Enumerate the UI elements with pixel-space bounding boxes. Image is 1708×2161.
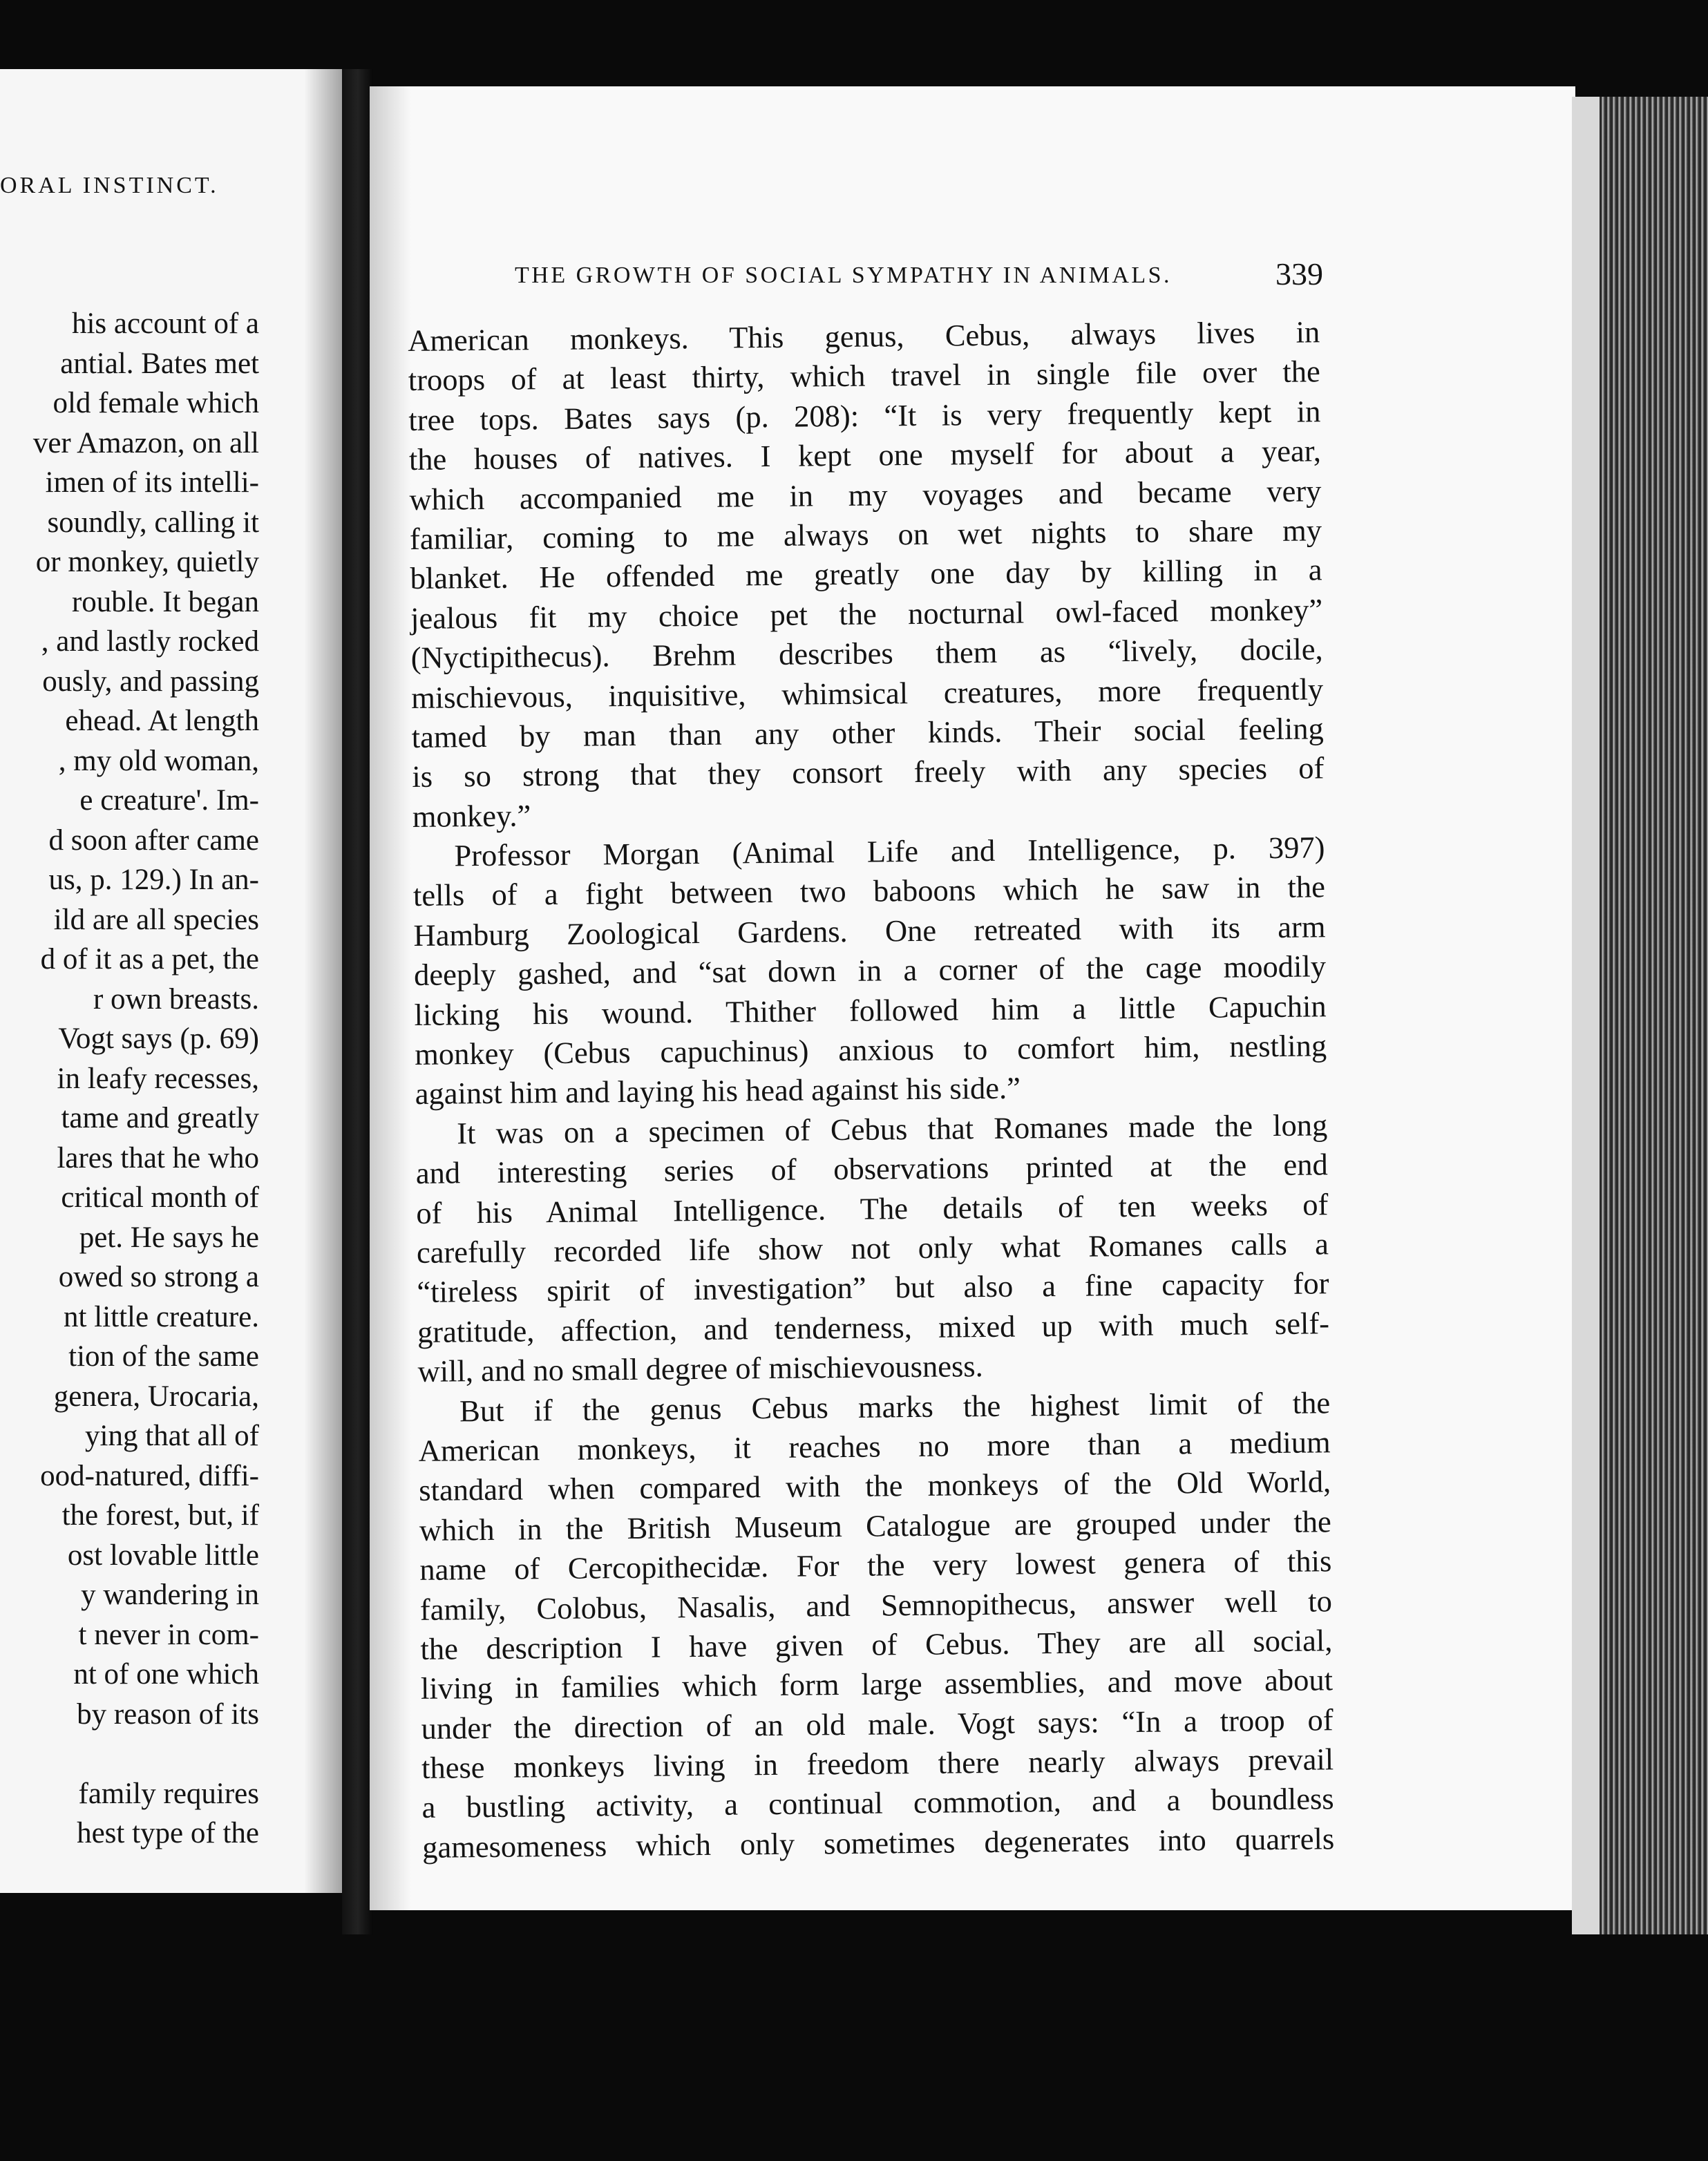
left-text-line: in leafy recesses, xyxy=(57,1062,259,1095)
left-text-line: critical month of xyxy=(61,1181,259,1214)
text-line: under the direction of an old male. Vogt says: “In a troop of xyxy=(421,1702,1334,1746)
book-gutter xyxy=(342,69,373,1934)
left-running-head-text: ORAL INSTINCT. xyxy=(0,173,219,198)
text-line: is so strong that they consort freely with any species of xyxy=(412,750,1325,794)
text-line: Professor Morgan (Animal Life and Intelligence, p. 397) xyxy=(454,830,1325,873)
text-line: tamed by man than any other kinds. Their social feeling xyxy=(411,711,1324,754)
text-line: American monkeys. This genus, Cebus, always lives in xyxy=(408,314,1320,358)
left-text-line: by reason of its xyxy=(77,1697,259,1731)
body-text xyxy=(408,312,1334,1867)
left-text-line: ost lovable little xyxy=(67,1539,259,1572)
left-text-line: his account of a xyxy=(71,307,259,340)
left-text-line: ying that all of xyxy=(85,1420,259,1452)
text-line: which accompanied me in my voyages and became very xyxy=(409,473,1322,517)
running-head-title: THE GROWTH OF SOCIAL SYMPATHY IN ANIMALS. xyxy=(515,263,1173,288)
text-line: mischievous, inquisitive, whimsical creatures, more frequently xyxy=(410,671,1324,715)
text-line: troops of at least thirty, which travel in single file over the xyxy=(408,354,1320,398)
left-text-line: soundly, calling it xyxy=(47,506,259,539)
text-line: tells of a fight between two baboons which he saw in the xyxy=(412,869,1326,913)
text-line: against him and laying his head against his side.” xyxy=(415,1070,1021,1112)
left-text-line: ously, and passing xyxy=(42,665,259,698)
left-text-line: ood-natured, diffi- xyxy=(40,1459,259,1492)
text-line: monkey (Cebus capuchinus) anxious to comfort him, nestling xyxy=(414,1028,1327,1072)
left-text-line: nt of one which xyxy=(73,1658,259,1691)
left-text-line xyxy=(0,1734,345,1774)
text-line: But if the genus Cebus marks the highest limit of the xyxy=(459,1384,1331,1428)
text-line: a bustling activity, a continual commotion, and a boundless xyxy=(421,1781,1334,1825)
left-text-line: ehead. At length xyxy=(65,705,259,737)
text-line: of his Animal Intelligence. The details of ten weeks of xyxy=(416,1186,1329,1230)
left-text-line: rouble. It began xyxy=(71,585,259,618)
left-text-line: the forest, but, if xyxy=(61,1499,259,1532)
left-text-line: Vogt says (p. 69) xyxy=(58,1022,259,1055)
left-text-line: pet. He says he xyxy=(79,1221,259,1254)
left-text-line: , my old woman, xyxy=(58,744,259,777)
left-text-line: t never in com- xyxy=(78,1618,259,1651)
text-line: monkey.” xyxy=(412,798,531,834)
left-text-line: d of it as a pet, the xyxy=(40,943,259,975)
page-number: 339 xyxy=(1275,256,1323,292)
text-line: (Nyctipithecus). Brehm describes them as “lively, docile, xyxy=(410,631,1323,676)
text-line: the houses of natives. I kept one myself for about a year, xyxy=(408,433,1322,477)
page-edge-inner xyxy=(1572,97,1600,1934)
text-line: family, Colobus, Nasalis, and Semnopithecus, answer well to xyxy=(419,1583,1333,1627)
text-line: gratitude, affection, and tenderness, mixed up with much self- xyxy=(417,1306,1330,1349)
text-line: which in the British Museum Catalogue are grouped under the xyxy=(419,1503,1331,1548)
text-line: tree tops. Bates says (p. 208): “It is very frequently kept in xyxy=(408,394,1321,437)
text-line: will, and no small degree of mischievousness. xyxy=(417,1349,983,1389)
text-line: the description I have given of Cebus. They are all social, xyxy=(420,1623,1333,1666)
left-text-line: old female which xyxy=(53,387,259,419)
text-line: “tireless spirit of investigation” but also a fine capacity for xyxy=(417,1266,1329,1310)
left-text-line: us, p. 129.) In an- xyxy=(48,864,259,896)
text-line: Hamburg Zoological Gardens. One retreated with its arm xyxy=(413,909,1326,953)
left-text-line: d soon after came xyxy=(48,824,259,857)
left-text-line: , and lastly rocked xyxy=(41,625,259,658)
text-line: It was on a specimen of Cebus that Romanes made the long xyxy=(457,1107,1328,1151)
left-text-line: owed so strong a xyxy=(58,1261,259,1293)
text-line: blanket. He offended me greatly one day by killing in a xyxy=(410,552,1322,596)
left-text-line: or monkey, quietly xyxy=(35,546,259,578)
text-line: familiar, coming to me always on wet nights to share my xyxy=(409,513,1322,556)
text-line: deeply gashed, and “sat down in a corner of the cage moodily xyxy=(413,949,1327,993)
text-line: living in families which form large assemblies, and move about xyxy=(420,1662,1334,1706)
text-line: American monkeys, it reaches no more than a medium xyxy=(418,1425,1331,1468)
left-text-line: ild are all species xyxy=(53,903,259,936)
text-line: carefully recorded life show not only what Romanes calls a xyxy=(416,1226,1329,1270)
left-text-line: nt little creature. xyxy=(64,1300,259,1333)
text-line: jealous fit my choice pet the nocturnal owl-faced monkey” xyxy=(410,592,1323,636)
left-running-head xyxy=(0,173,345,199)
left-text-line: lares that he who xyxy=(57,1141,259,1174)
left-text-line: tion of the same xyxy=(68,1340,259,1373)
text-line: these monkeys living in freedom there nearly always prevail xyxy=(421,1742,1334,1785)
left-text-line: y wandering in xyxy=(81,1579,259,1611)
left-text-line: e creature'. Im- xyxy=(79,784,259,817)
text-line: and interesting series of observations printed at the end xyxy=(415,1147,1329,1191)
left-text-line: antial. Bates met xyxy=(60,347,259,380)
left-text-line: genera, Urocaria, xyxy=(53,1380,259,1413)
left-text-line: family requires xyxy=(78,1777,259,1810)
text-line: licking his wound. Thither followed him a little Capuchin xyxy=(414,988,1327,1032)
text-line: standard when compared with the monkeys of the Old World, xyxy=(419,1464,1331,1508)
left-text-line: imen of its intelli- xyxy=(45,466,259,499)
left-page-text xyxy=(0,304,345,1854)
left-text-line: hest type of the xyxy=(77,1817,259,1849)
left-text-line: ver Amazon, on all xyxy=(32,426,259,459)
text-line: gamesomeness which only sometimes degenerates into quarrels xyxy=(421,1821,1335,1865)
left-text-line: r own breasts. xyxy=(93,982,259,1016)
left-text-line: tame and greatly xyxy=(61,1102,259,1134)
text-line: name of Cercopithecidæ. For the very lowest genera of this xyxy=(419,1543,1332,1588)
